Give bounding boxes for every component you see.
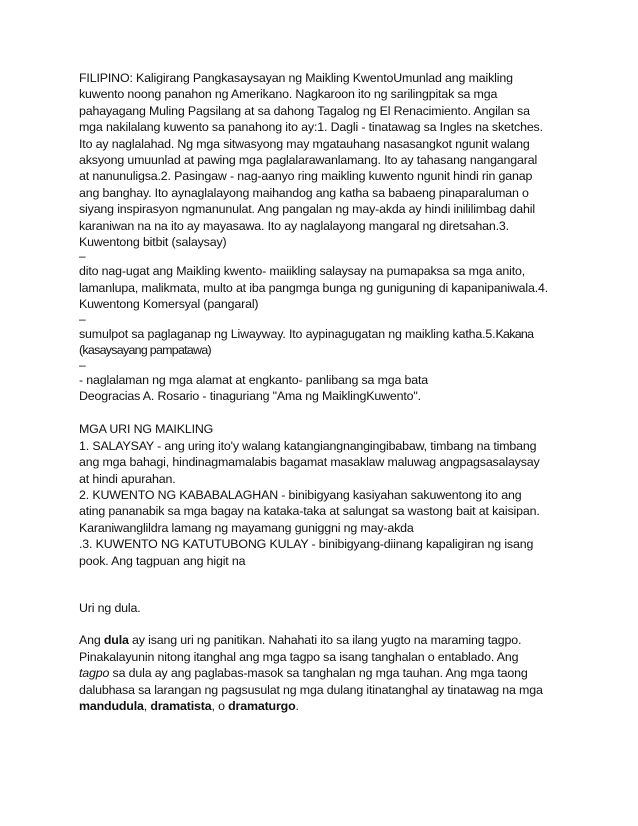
dramaturgo-term: dramaturgo xyxy=(228,699,296,713)
dramatista-term: dramatista xyxy=(150,699,212,713)
dula-text: , o xyxy=(211,699,229,713)
dash-separator: – xyxy=(79,311,86,326)
dula-heading: Uri ng dula. xyxy=(79,600,141,615)
intro-paragraph: FILIPINO: Kaligirang Pangkasaysayan ng Maikling KwentoUmunlad ang maikling kuwento noong panahon ng Amerikano. Nagkaroon ito ng sarilingpitak sa mga pahayagang Muling Pagsilang at sa dahong Tagalog ng El Renacimiento. Angilan sa mga nakilalang kuwento sa panahong ito ay:1. Dagli - tinatawag sa Ingles na sketches. Ito ay naglalahad. Ng mga sitwasyong may mgatauhang nasasangkot ngunit walang aksyong umuunlad at pawing mga paglalarawanlamang. Ito ay tahasang nangangaral at nanunuligsa.2. Pasingaw - nag-aanyo ring maikling kuwento ngunit hindi rin ganap ang banghay. Ito aynaglalayong maihandog ang katha sa babaeng pinaparaluman o siyang inspirasyon ngmanunulat. Ang pangalan ng may-akda ay hindi inililimbag dahil karaniwan na na ito ay mayasawa. Ito ay naglalayong mangaral ng diretsahan.3. Kuwentong bitbit (salaysay) xyxy=(79,71,543,250)
dula-text: , xyxy=(143,699,151,713)
dula-term: dula xyxy=(103,633,129,648)
dula-text: ay isang uri ng panitikan. Nahahati ito sa ilang yugto na maraming tagpo. Pinakalayunin nitong itanghal ang mga tagpo sa isang tanghalan o entablado. Ang xyxy=(79,633,522,664)
document-page xyxy=(79,70,559,714)
dash-separator: – xyxy=(79,249,86,264)
dula-text: . xyxy=(295,699,299,713)
liwayway-text: sumulpot sa paglaganap ng Liwayway. Ito aypinagugatan ng maikling katha.5. xyxy=(79,326,496,341)
uri-heading: MGA URI NG MAIKLING xyxy=(79,422,214,437)
dash-separator: – xyxy=(79,357,86,372)
mandudula-term: mandudula xyxy=(79,699,144,713)
tagpo-term: tagpo xyxy=(79,666,110,681)
kakana-text: Kakana xyxy=(495,326,534,341)
liwayway-paragraph xyxy=(79,326,559,359)
kasaysayang-pampatawa-text: (kasaysayang pampatawa) xyxy=(79,343,211,358)
dula-text: sa dula ay ang paglabas-masok sa tanghalan ng mga tauhan. Ang mga taong dalubhasa sa larangan ng pagsusulat ng mga dulang itinatanghal ay tinatawag na mga xyxy=(79,666,543,697)
uri-list: 1. SALAYSAY - ang uring ito'y walang katangiangnangingibabaw, timbang na timbang ang mga bahagi, hindinagmamalabis bagamat masaklaw maluwag angpagsasalaysay at hindi apurahan. 2. KUWENTO NG KABABALAGHAN - binibigyang kasiyahan sakuwentong ito ang ating pananabik sa mga bagay na kataka-taka at salungat sa wastong bait at kaisipan. Karaniwanglildra lamang ng mayamang guniggni ng may-akda .3. KUWENTO NG KATUTUBONG KULAY - binibigyang-diinang kapaligiran ng isang pook. Ang tagpuan ang higit na xyxy=(79,438,540,568)
dula-paragraph xyxy=(79,632,559,714)
dula-text: Ang xyxy=(79,633,104,648)
kwento-origin-paragraph: dito nag-ugat ang Maikling kwento- maiikling salaysay na pumapaksa sa mga anito, lamanlupa, malikmata, multo at iba pangmga bunga ng guniguning di kapanipaniwala.4. Kuwentong Komersyal (pangaral) xyxy=(79,264,549,312)
alamat-paragraph: - naglalaman ng mga alamat at engkanto- panlibang sa mga bata Deogracias A. Rosario - tinaguriang "Ama ng MaiklingKuwento". xyxy=(79,372,429,403)
